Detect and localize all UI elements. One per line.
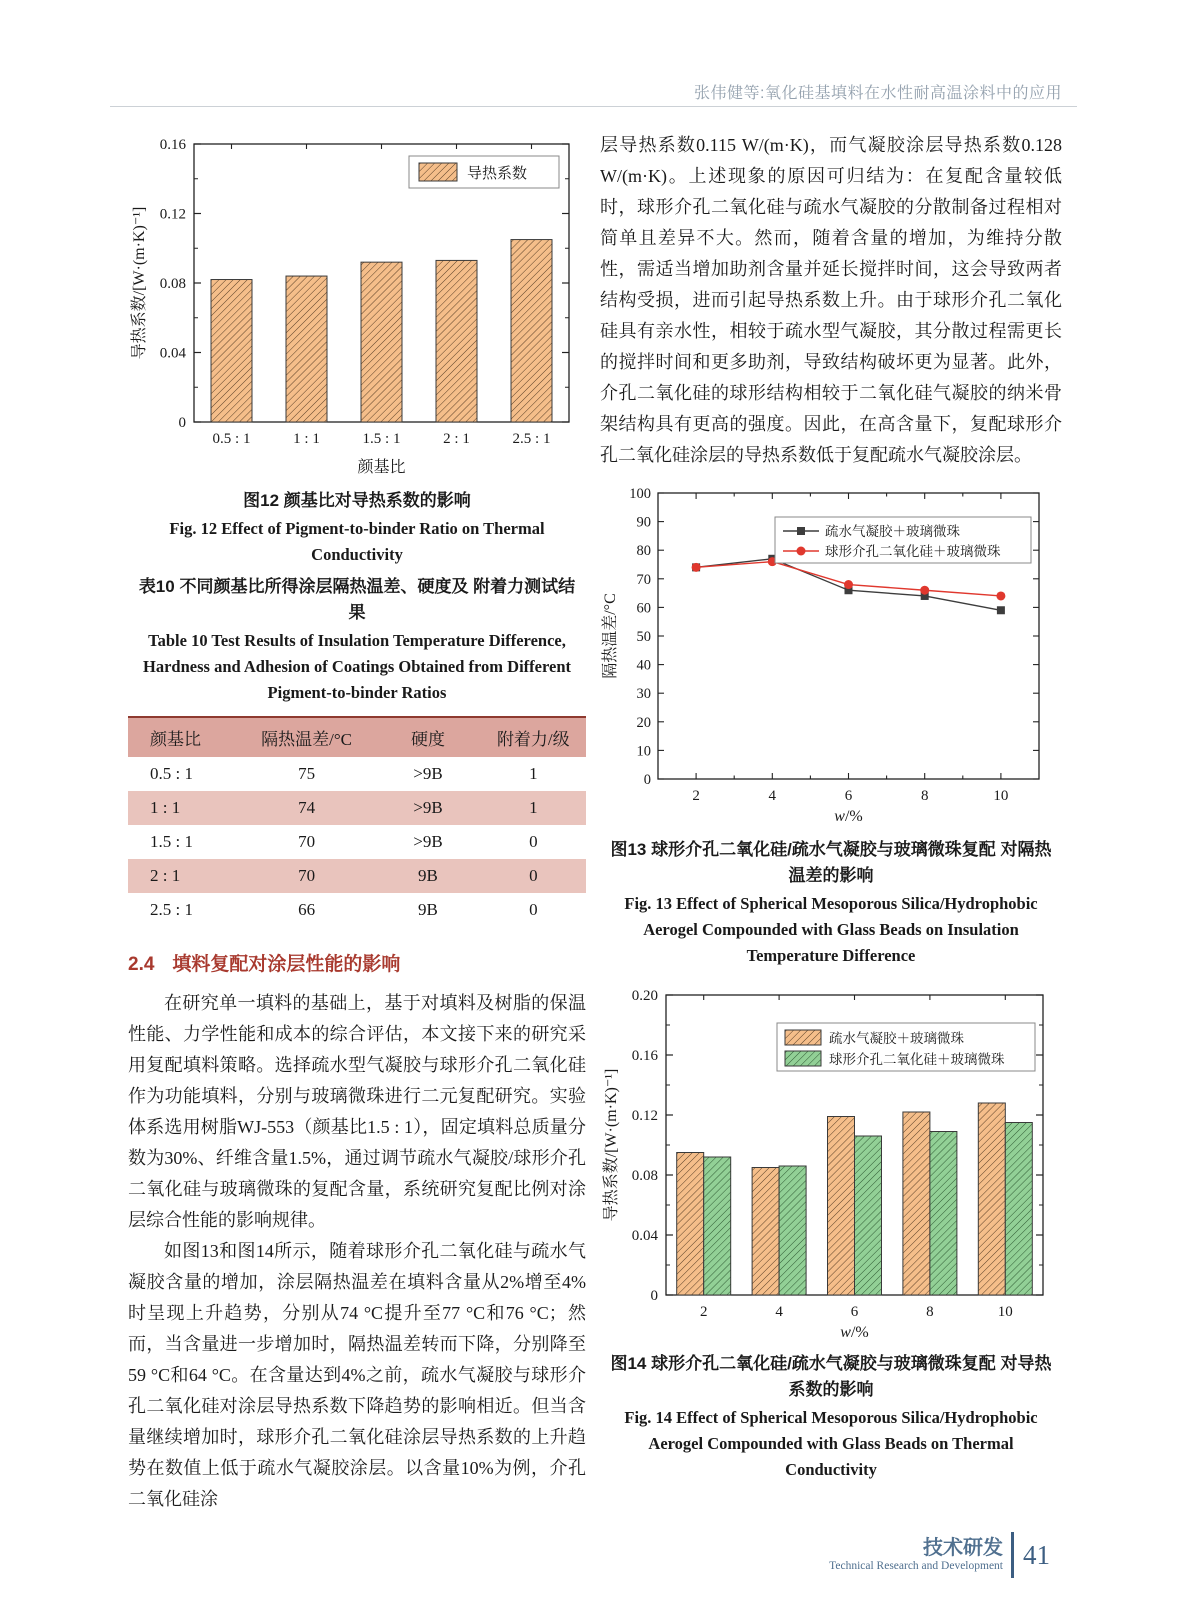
table10-caption-en: Table 10 Test Results of Insulation Temperature Difference, Hardness and Adhesion of Coatings Obtained from Different Pigment-to-binder Ratios	[143, 631, 571, 702]
footer-divider-bar	[1011, 1532, 1014, 1578]
fig13-caption-en: Fig. 13 Effect of Spherical Mesoporous Silica/Hydrophobic Aerogel Compounded with Glass Beads on Insulation Temperature Difference	[624, 894, 1038, 965]
fig14-bar-chart	[600, 983, 1055, 1345]
section-2-4-heading	[128, 949, 586, 976]
svg-text:2: 2	[699, 1304, 708, 1320]
table-row	[128, 757, 586, 791]
left-column	[128, 130, 586, 1515]
svg-text:0.04: 0.04	[159, 345, 186, 362]
table10-col-adhesion: 附着力/级	[496, 730, 570, 749]
table-row	[128, 859, 586, 893]
svg-text:球形介孔二氧化硅＋玻璃微珠: 球形介孔二氧化硅＋玻璃微珠	[825, 544, 1001, 559]
svg-text:球形介孔二氧化硅＋玻璃微珠: 球形介孔二氧化硅＋玻璃微珠	[829, 1052, 1005, 1067]
footer-section-en: Technical Research and Development	[829, 1559, 1003, 1572]
svg-text:10: 10	[636, 743, 651, 760]
table10-header-row	[128, 717, 586, 757]
page-number: 41	[1023, 1539, 1050, 1570]
svg-text:导热系数/[W·(m·K)⁻¹]: 导热系数/[W·(m·K)⁻¹]	[131, 206, 148, 360]
table-row	[128, 791, 586, 825]
table-cell: 0	[529, 900, 538, 919]
svg-text:2: 2	[692, 788, 700, 804]
table10-body	[128, 757, 586, 927]
body-paragraph-continuation: 层导热系数0.115 W/(m·K)，而气凝胶涂层导热系数0.128 W/(m·K)。上述现象的原因可归结为：在复配含量较低时，球形介孔二氧化硅与疏水气凝胶的分散制备过程相对简单且差异不大。然而，随着含量的增加，为维持分散性，需适当增加助剂含量并延长搅拌时间，这会导致两者结构受损，进而引起导热系数上升。由于球形介孔二氧化硅具有亲水性，相较于疏水型气凝胶，其分散过程需更长的搅拌时间和更多助剂，导致结构破坏更为显著。此外，介孔二氧化硅的球形结构相较于二氧化硅气凝胶的纳米骨架结构具有更高的强度。因此，在高含量下，复配球形介孔二氧化硅涂层的导热系数低于复配疏水气凝胶涂层。	[600, 135, 1062, 465]
table-cell: 1.5 : 1	[150, 832, 193, 851]
fig12-caption-en: Fig. 12 Effect of Pigment-to-binder Ratio on Thermal Conductivity	[169, 519, 545, 564]
svg-text:w/%: w/%	[834, 808, 863, 825]
svg-text:0: 0	[178, 415, 186, 431]
table-cell: 70	[298, 832, 316, 851]
table-cell: 70	[298, 866, 316, 885]
svg-text:6: 6	[850, 1304, 859, 1320]
svg-text:2.5 : 1: 2.5 : 1	[512, 431, 551, 447]
section-title: 填料复配对涂层性能的影响	[172, 954, 401, 975]
fig13-line-chart	[600, 483, 1055, 831]
table-cell: 2 : 1	[150, 866, 181, 885]
table-cell: >9B	[413, 832, 443, 851]
svg-text:导热系数: 导热系数	[467, 166, 528, 182]
table-cell: 1	[529, 798, 538, 817]
fig12-bar-chart	[128, 130, 583, 482]
table-cell: 1	[529, 764, 538, 783]
svg-text:70: 70	[636, 571, 651, 588]
svg-text:疏水气凝胶＋玻璃微珠: 疏水气凝胶＋玻璃微珠	[825, 524, 960, 539]
table10-col-ratio: 颜基比	[150, 730, 201, 749]
section-number: 2.4	[128, 954, 155, 975]
svg-text:10: 10	[997, 1304, 1013, 1320]
svg-text:4: 4	[768, 788, 777, 804]
body-paragraph-1: 在研究单一填料的基础上，基于对填料及树脂的保温性能、力学性能和成本的综合评估，本文接下来的研究采用复配填料策略。选择疏水型气凝胶与球形介孔二氧化硅作为功能填料，分别与玻璃微珠进行二元复配研究。实验体系选用树脂WJ-553（颜基比1.5 : 1），固定填料总质量分数为30%、纤维含量1.5%，通过调节疏水气凝胶/球形介孔二氧化硅与玻璃微珠的复配含量，系统研究复配比例对涂层综合性能的影响规律。	[128, 993, 586, 1230]
running-head: 张伟健等:氧化硅基填料在水性耐高温涂料中的应用	[694, 85, 1062, 102]
svg-text:0.20: 0.20	[631, 988, 658, 1004]
svg-text:颜基比: 颜基比	[357, 459, 406, 476]
right-column	[600, 130, 1062, 1483]
svg-text:10: 10	[993, 788, 1009, 804]
svg-text:30: 30	[636, 686, 651, 703]
svg-text:隔热温差/°C: 隔热温差/°C	[602, 593, 619, 679]
svg-text:8: 8	[926, 1304, 934, 1320]
svg-text:2 : 1: 2 : 1	[443, 431, 470, 447]
footer-section-block	[829, 1537, 1003, 1574]
svg-text:0.16: 0.16	[159, 137, 186, 153]
fig14-caption-en: Fig. 14 Effect of Spherical Mesoporous Silica/Hydrophobic Aerogel Compounded with Glass Beads on Thermal Conductivity	[624, 1408, 1038, 1479]
svg-text:0.08: 0.08	[631, 1168, 658, 1184]
svg-text:w/%: w/%	[840, 1324, 869, 1341]
table-row	[128, 825, 586, 859]
svg-text:0.08: 0.08	[159, 276, 186, 292]
svg-text:80: 80	[636, 543, 651, 560]
table-cell: 9B	[418, 866, 438, 885]
table10-col-hardness: 硬度	[410, 730, 445, 749]
svg-text:0.04: 0.04	[631, 1228, 658, 1244]
fig13-caption-zh: 图13 球形介孔二氧化硅/疏水气凝胶与玻璃微珠复配 对隔热温差的影响	[610, 840, 1052, 885]
table-cell: 66	[298, 900, 316, 919]
table10	[128, 716, 586, 927]
svg-text:0.12: 0.12	[159, 206, 186, 223]
body-paragraph-2: 如图13和图14所示，随着球形介孔二氧化硅与疏水气凝胶含量的增加，涂层隔热温差在填料含量从2%增至4%时呈现上升趋势，分别从74 °C提升至77 °C和76 °C；然而，当含量进一步增加时，隔热温差转而下降，分别降至59 °C和64 °C。在含量达到4%之前，疏水气凝胶与球形介孔二氧化硅对涂层导热系数下降趋势的影响相近。但当含量继续增加时，球形介孔二氧化硅涂层导热系数的上升趋势在数值上低于疏水气凝胶涂层。以含量10%为例，介孔二氧化硅涂	[128, 1241, 586, 1509]
svg-text:50: 50	[636, 629, 651, 645]
svg-text:100: 100	[629, 486, 651, 502]
table-cell: >9B	[413, 764, 443, 783]
header-divider	[110, 106, 1077, 107]
svg-text:0: 0	[650, 1288, 658, 1304]
svg-text:40: 40	[636, 657, 651, 674]
svg-text:60: 60	[636, 600, 651, 617]
svg-text:20: 20	[636, 714, 651, 731]
svg-text:0.12: 0.12	[631, 1108, 658, 1124]
table10-caption-zh: 表10 不同颜基比所得涂层隔热温差、硬度及 附着力测试结果	[138, 577, 576, 622]
table-row	[128, 893, 586, 927]
svg-text:0: 0	[643, 772, 651, 788]
table-cell: 0	[529, 832, 538, 851]
table10-col-temp-diff: 隔热温差/°C	[261, 730, 353, 749]
table-cell: 0.5 : 1	[150, 764, 193, 783]
svg-text:4: 4	[775, 1304, 783, 1320]
table-cell: 2.5 : 1	[150, 900, 193, 919]
svg-text:8: 8	[920, 788, 929, 804]
table-cell: 74	[298, 798, 316, 817]
table-cell: 0	[529, 866, 538, 885]
svg-text:0.16: 0.16	[631, 1048, 658, 1064]
svg-text:90: 90	[636, 514, 651, 531]
svg-text:疏水气凝胶＋玻璃微珠: 疏水气凝胶＋玻璃微珠	[829, 1031, 964, 1046]
fig12-caption-zh: 图12 颜基比对导热系数的影响	[243, 491, 471, 510]
svg-text:导热系数/[W·(m·K)⁻¹]: 导热系数/[W·(m·K)⁻¹]	[603, 1068, 620, 1222]
svg-text:0.5 : 1: 0.5 : 1	[212, 431, 251, 447]
svg-text:6: 6	[844, 788, 853, 804]
table-cell: 1 : 1	[150, 798, 181, 817]
footer	[829, 1532, 1050, 1578]
fig14-caption-zh: 图14 球形介孔二氧化硅/疏水气凝胶与玻璃微珠复配 对导热系数的影响	[610, 1354, 1052, 1399]
table-cell: 75	[298, 764, 316, 783]
table-cell: >9B	[413, 798, 443, 817]
footer-section-zh: 技术研发	[923, 1536, 1003, 1559]
svg-text:1.5 : 1: 1.5 : 1	[362, 431, 401, 447]
svg-text:1 : 1: 1 : 1	[293, 431, 320, 447]
table-cell: 9B	[418, 900, 438, 919]
